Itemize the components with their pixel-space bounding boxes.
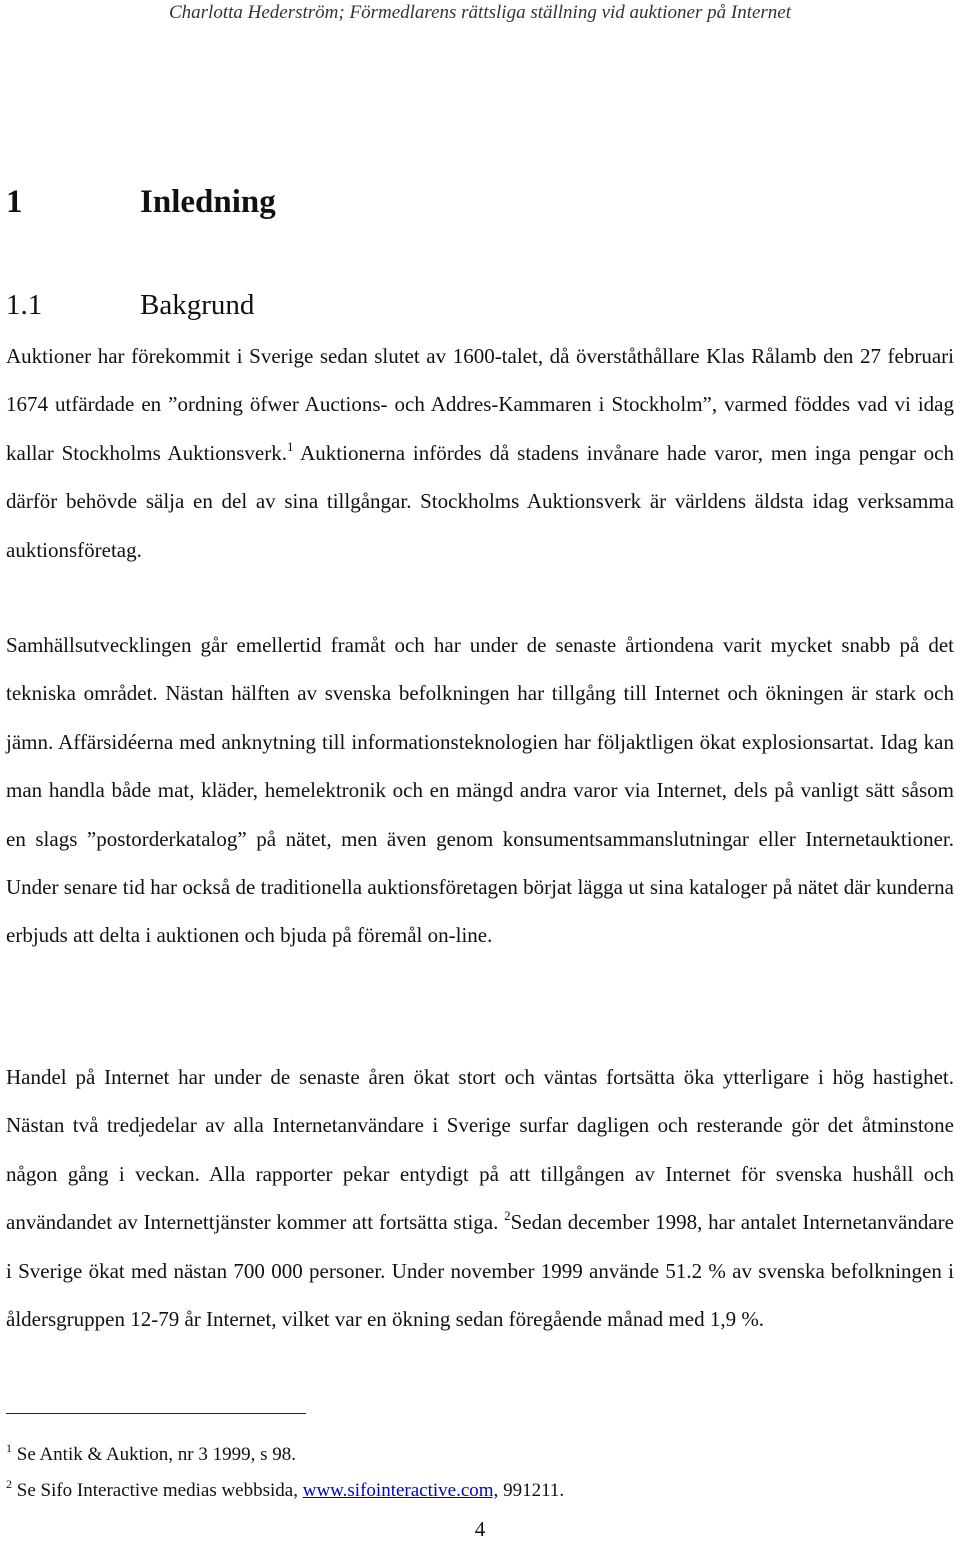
sifo-website-link[interactable]: www.sifointeractive.com, bbox=[302, 1480, 499, 1501]
subsection-number: 1.1 bbox=[6, 289, 43, 321]
paragraph-1 bbox=[6, 332, 954, 574]
footnote-2-date: 991211. bbox=[498, 1480, 565, 1501]
footnote-divider bbox=[6, 1413, 306, 1414]
paragraph-3-text-b: Sedan december 1998, har antalet Internetanvändare i Sverige ökat med nästan 700 000 personer. Under november 1999 använde 51.2 % av svenska befolkningen i åldersgruppen 12-79 år Internet, vilket var en ökning sedan föregående månad med 1,9 %. bbox=[6, 1210, 955, 1332]
footnote-ref-1[interactable]: 1 bbox=[287, 438, 294, 454]
paragraph-1-text-b: Auktionerna infördes då stadens invånare hade varor, men inga pengar och därför behövde sälja en del av sina tillgångar. Stockholms Auktionsverk är världens äldsta idag verksamma auktionsföretag. bbox=[6, 440, 954, 562]
footnote-1-mark: 1 bbox=[6, 1441, 12, 1455]
subsection-title: Bakgrund bbox=[140, 289, 255, 321]
footnote-1-text: Se Antik & Auktion, nr 3 1999, s 98. bbox=[12, 1444, 296, 1465]
paragraph-3-text-a: Handel på Internet har under de senaste åren ökat stort och väntas fortsätta öka ytterligare i hög hastighet. Nästan två tredjedelar av alla Internetanvändare i Sverige surfar dagligen och resterande gör det åtminstone någon gång i veckan. Alla rapporter pekar entydigt på att tillgången av Internet för svenska hushåll och användandet av Internettjänster kommer att fortsätta stiga. bbox=[6, 1065, 954, 1235]
footnote-2-text: Se Sifo Interactive medias webbsida, bbox=[12, 1480, 303, 1501]
section-number: 1 bbox=[6, 184, 23, 220]
footnote-1 bbox=[6, 1441, 296, 1469]
section-title: Inledning bbox=[140, 184, 276, 220]
footnote-ref-2[interactable]: 2 bbox=[504, 1208, 511, 1224]
footnote-2-mark: 2 bbox=[6, 1477, 12, 1491]
paragraph-2: Samhällsutvecklingen går emellertid framåt och har under de senaste årtiondena varit mycket snabb på det tekniska området. Nästan hälften av svenska befolkningen har tillgång till Internet och ökningen är stark och jämn. Affärsidéerna med anknytning till informationsteknologien har följaktligen ökat explosionsartat. Idag kan man handla både mat, kläder, hemelektronik och en mängd andra varor via Internet, dels på vanligt sätt såsom en slags ”postorderkatalog” på nätet, men även genom konsumentsammanslutningar eller Internetauktioner. Under senare tid har också de traditionella auktionsföretagen börjat lägga ut sina kataloger på nätet där kunderna erbjuds att delta i auktionen och bjuda på föremål on-line. bbox=[6, 633, 954, 948]
paragraph-1-text-a: Auktioner har förekommit i Sverige sedan slutet av 1600-talet, då överståthållare Klas Rålamb den 27 februari 1674 utfärdade en ”ordning öfwer Auctions- och Addres-Kammaren i Stockholm”, varmed föddes vad vi idag kallar Stockholms Auktionsverk. bbox=[6, 344, 954, 465]
footnote-2 bbox=[6, 1477, 564, 1505]
paragraph-3 bbox=[6, 1053, 954, 1343]
running-header: Charlotta Hederström; Förmedlarens rättsliga ställning vid auktioner på Internet bbox=[168, 2, 792, 23]
page-number: 4 bbox=[474, 1517, 486, 1541]
